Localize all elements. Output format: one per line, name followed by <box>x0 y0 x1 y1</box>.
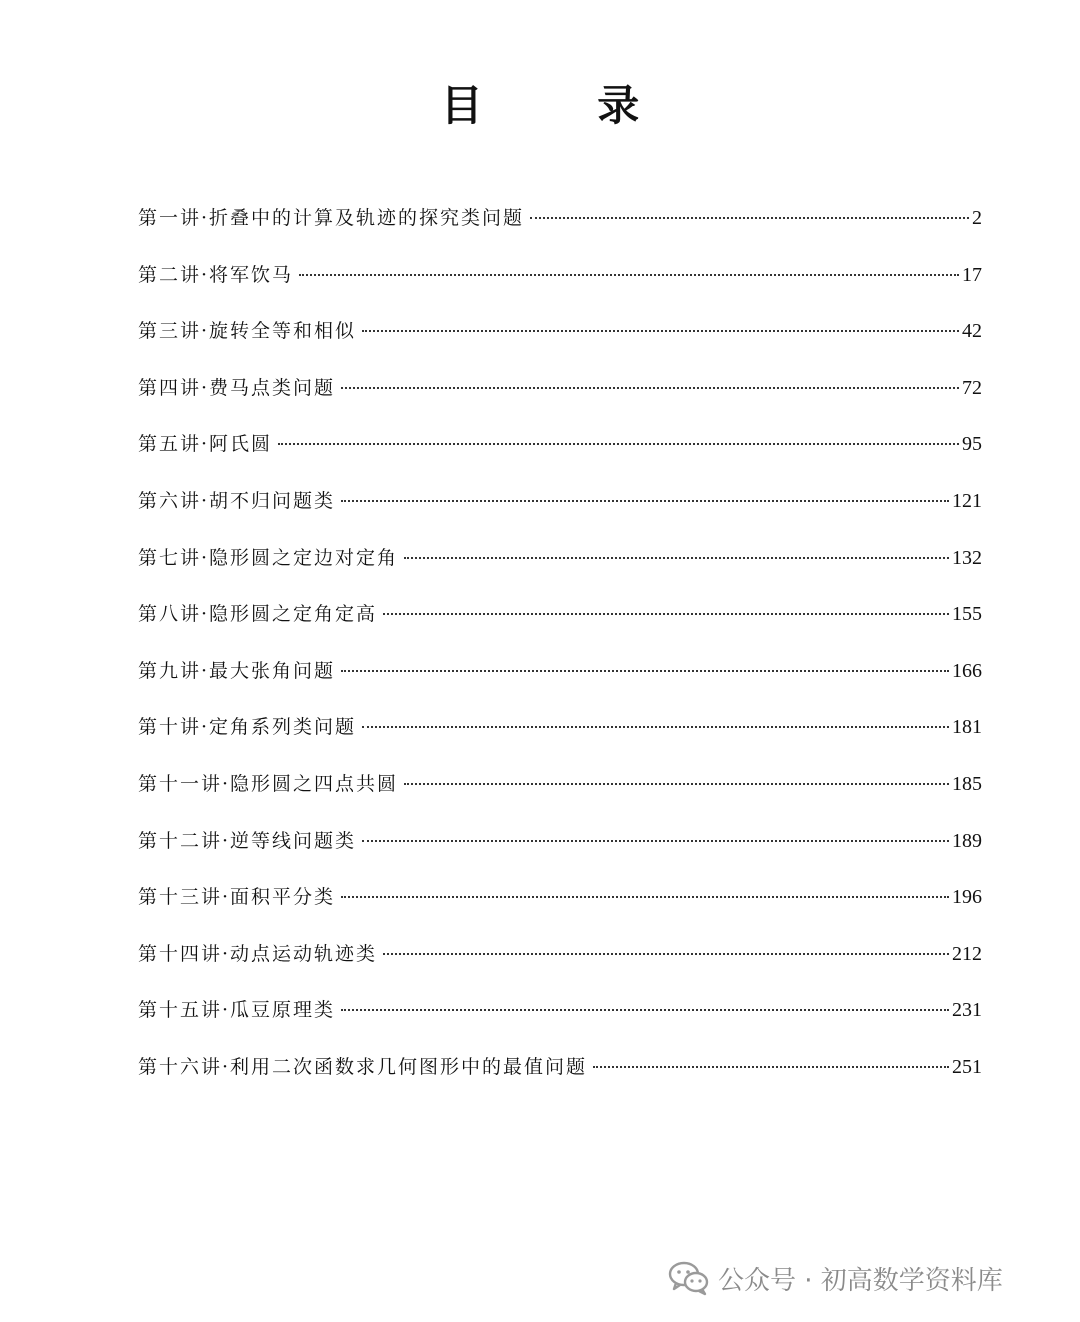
toc-entry-5[interactable] <box>138 426 982 483</box>
toc-entry-title: 第八讲·隐形圆之定角定高 <box>138 603 378 626</box>
toc-entry-title: 第一讲·折叠中的计算及轨迹的探究类问题 <box>138 207 525 229</box>
toc-dot-leader <box>341 1009 949 1011</box>
toc-entry-6[interactable] <box>138 483 982 540</box>
toc-entry-page: 189 <box>952 829 982 852</box>
toc-entry-16[interactable] <box>138 1049 982 1106</box>
toc-entry-3[interactable] <box>138 313 982 370</box>
toc-entry-page: 132 <box>952 546 982 569</box>
toc-entry-page: 17 <box>962 263 982 286</box>
toc-entry-page: 196 <box>952 886 982 909</box>
watermark-text: 公众号 · 初高数学资料库 <box>718 1265 1003 1296</box>
toc-entry-title: 第七讲·隐形圆之定边对定角 <box>138 546 399 569</box>
toc-entry-7[interactable] <box>138 540 982 597</box>
toc-dot-leader <box>404 557 949 559</box>
toc-entry-9[interactable] <box>138 653 982 710</box>
page-title: 目 录 <box>440 81 690 130</box>
toc-entry-page: 166 <box>952 659 982 682</box>
toc-entry-title: 第十一讲·隐形圆之四点共圆 <box>138 772 399 795</box>
toc-entry-title: 第二讲·将军饮马 <box>138 263 294 286</box>
toc-entry-page: 155 <box>952 603 982 626</box>
toc-entry-page: 181 <box>952 716 982 739</box>
toc-entry-11[interactable] <box>138 766 982 823</box>
toc-entry-title: 第十三讲·面积平分类 <box>138 886 336 909</box>
toc-dot-leader <box>341 670 949 672</box>
toc-entry-page: 231 <box>952 999 982 1022</box>
toc-entry-8[interactable] <box>138 596 982 653</box>
toc-entry-title: 第三讲·旋转全等和相似 <box>138 320 357 343</box>
toc-dot-leader <box>593 1066 949 1068</box>
table-of-contents <box>138 200 982 1106</box>
toc-dot-leader <box>341 387 959 389</box>
toc-entry-page: 2 <box>972 207 982 229</box>
toc-entry-page: 121 <box>952 489 982 512</box>
toc-entry-title: 第九讲·最大张角问题 <box>138 659 336 682</box>
toc-entry-page: 251 <box>952 1055 982 1078</box>
toc-entry-10[interactable] <box>138 709 982 766</box>
wechat-icon <box>668 1260 710 1296</box>
toc-entry-page: 72 <box>962 376 982 399</box>
toc-entry-title: 第十六讲·利用二次函数求几何图形中的最值问题 <box>138 1055 588 1078</box>
toc-dot-leader <box>362 726 949 728</box>
toc-entry-page: 95 <box>962 433 982 456</box>
toc-entry-title: 第十讲·定角系列类问题 <box>138 716 357 739</box>
toc-entry-title: 第十五讲·瓜豆原理类 <box>138 999 336 1022</box>
toc-dot-leader <box>404 783 949 785</box>
watermark <box>668 1258 1003 1298</box>
toc-entry-title: 第六讲·胡不归问题类 <box>138 489 336 512</box>
toc-entry-title: 第十四讲·动点运动轨迹类 <box>138 942 378 965</box>
toc-entry-13[interactable] <box>138 879 982 936</box>
toc-entry-page: 42 <box>962 320 982 343</box>
toc-entry-2[interactable] <box>138 257 982 314</box>
toc-dot-leader <box>299 274 959 276</box>
toc-entry-page: 212 <box>952 942 982 965</box>
toc-entry-1[interactable] <box>138 200 982 257</box>
toc-dot-leader <box>362 840 949 842</box>
toc-dot-leader <box>341 896 949 898</box>
toc-dot-leader <box>278 443 959 445</box>
toc-entry-12[interactable] <box>138 823 982 880</box>
toc-dot-leader <box>341 500 949 502</box>
toc-dot-leader <box>530 217 969 219</box>
toc-dot-leader <box>383 953 949 955</box>
toc-entry-page: 185 <box>952 772 982 795</box>
toc-entry-4[interactable] <box>138 370 982 427</box>
toc-entry-title: 第四讲·费马点类问题 <box>138 376 336 399</box>
toc-entry-15[interactable] <box>138 992 982 1049</box>
toc-entry-14[interactable] <box>138 936 982 993</box>
toc-entry-title: 第五讲·阿氏圆 <box>138 433 273 456</box>
toc-dot-leader <box>383 613 949 615</box>
toc-entry-title: 第十二讲·逆等线问题类 <box>138 829 357 852</box>
toc-dot-leader <box>362 330 959 332</box>
